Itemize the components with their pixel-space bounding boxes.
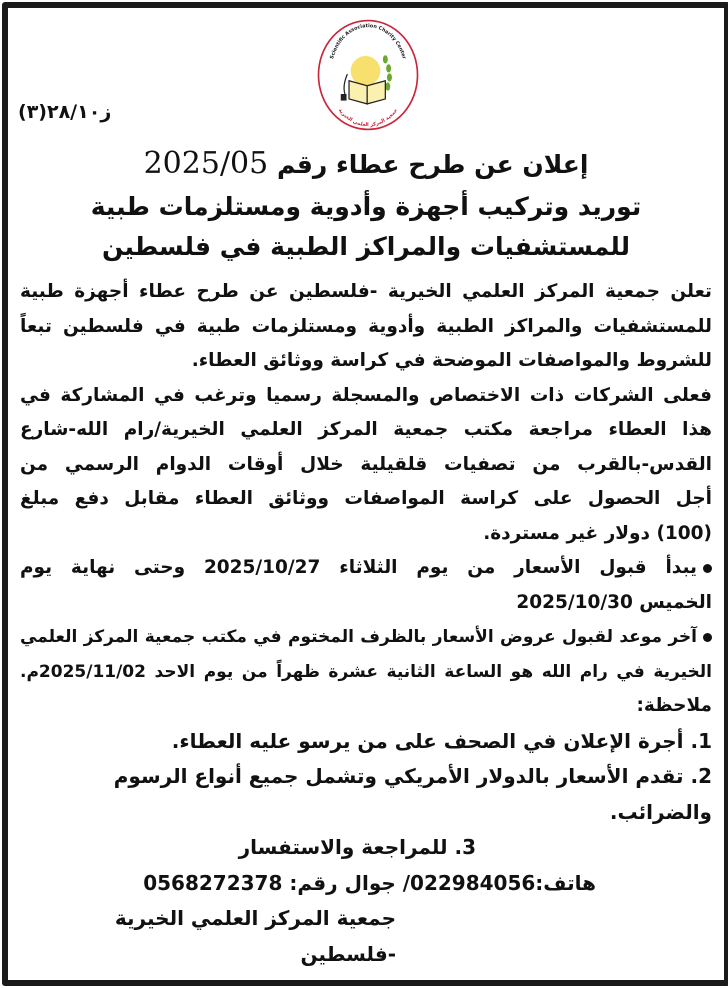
bullet-text: يبدأ قبول الأسعار من يوم الثلاثاء 2025/10/27 وحتى نهاية يوم bbox=[20, 557, 697, 578]
body-line: الخيرية في رام الله هو الساعة الثانية عشرة ظهراً من يوم الاحد 2025/11/02م. bbox=[20, 661, 712, 682]
note-item: 1. أجرة الإعلان في الصحف على من يرسو عليه العطاء. bbox=[171, 728, 712, 753]
body-line: القدس-بالقرب من تصفيات قلقيلية خلال أوقات الدوام الرسمي من bbox=[20, 453, 712, 475]
note-item: 2. تقدم الأسعار بالدولار الأمريكي وتشمل جميع أنواع الرسوم والضرائب. bbox=[113, 764, 712, 824]
bullet-icon bbox=[703, 564, 712, 573]
tender-subject-2: للمستشفيات والمراكز الطبية في فلسطين bbox=[101, 232, 631, 261]
body-line: (100) دولار غير مستردة. bbox=[483, 522, 712, 544]
body-line: هذا العطاء مراجعة مكتب جمعية المركز العلمي الخيرية/رام الله-شارع bbox=[20, 419, 712, 440]
tender-title-text: إعلان عن طرح عطاء رقم bbox=[276, 150, 589, 179]
header bbox=[16, 14, 716, 136]
body-line: للمستشفيات والمراكز الطبية وأدوية ومستلزمات طبية في فلسطين تبعاً bbox=[20, 315, 712, 337]
tender-number: 2025/05 bbox=[143, 146, 269, 181]
contact-numbers: هاتف:022984056/ جوال رقم: 0568272378 bbox=[143, 870, 596, 895]
tender-subject: توريد وتركيب أجهزة وأدوية ومستلزمات طبية bbox=[90, 192, 642, 221]
bullet-text: آخر موعد لقبول عروض الأسعار بالظرف المختوم في مكتب جمعية المركز العلمي bbox=[20, 627, 697, 647]
body-line: أجل الحصول على كراسة المواصفات ووثائق العطاء مقابل دفع مبلغ bbox=[20, 488, 712, 509]
body-line: للشروط والمواصفات الموضحة في كراسة ووثائق العطاء. bbox=[191, 350, 712, 371]
body-line: تعلن جمعية المركز العلمي الخيرية -فلسطين عن طرح عطاء أجهزة طبية bbox=[20, 281, 712, 302]
advertisement-frame bbox=[2, 2, 728, 986]
svg-text:Scientific Association Charity: Scientific Association Charity Center bbox=[329, 23, 407, 60]
body-line: الخميس 2025/10/30 bbox=[516, 591, 712, 613]
tender-title bbox=[16, 142, 716, 187]
body-line: فعلى الشركات ذات الاختصاص والمسجلة رسميا وترغب في المشاركة في bbox=[20, 384, 712, 406]
reference-code: ز٢٨/١٠(٣) bbox=[18, 101, 112, 123]
advertisement-body bbox=[16, 275, 716, 972]
signature: جمعية المركز العلمي الخيرية -فلسطين bbox=[114, 906, 396, 966]
association-logo bbox=[316, 18, 420, 132]
svg-text:جمعية المركز العلمي الخيرية: جمعية المركز العلمي الخيرية bbox=[336, 107, 400, 129]
note-item: 3. للمراجعة والاستفسار bbox=[238, 835, 476, 859]
bullet-item bbox=[16, 551, 716, 586]
bullet-icon bbox=[703, 633, 712, 642]
bullet-item bbox=[16, 620, 716, 655]
note-label: ملاحظة: bbox=[636, 695, 712, 716]
